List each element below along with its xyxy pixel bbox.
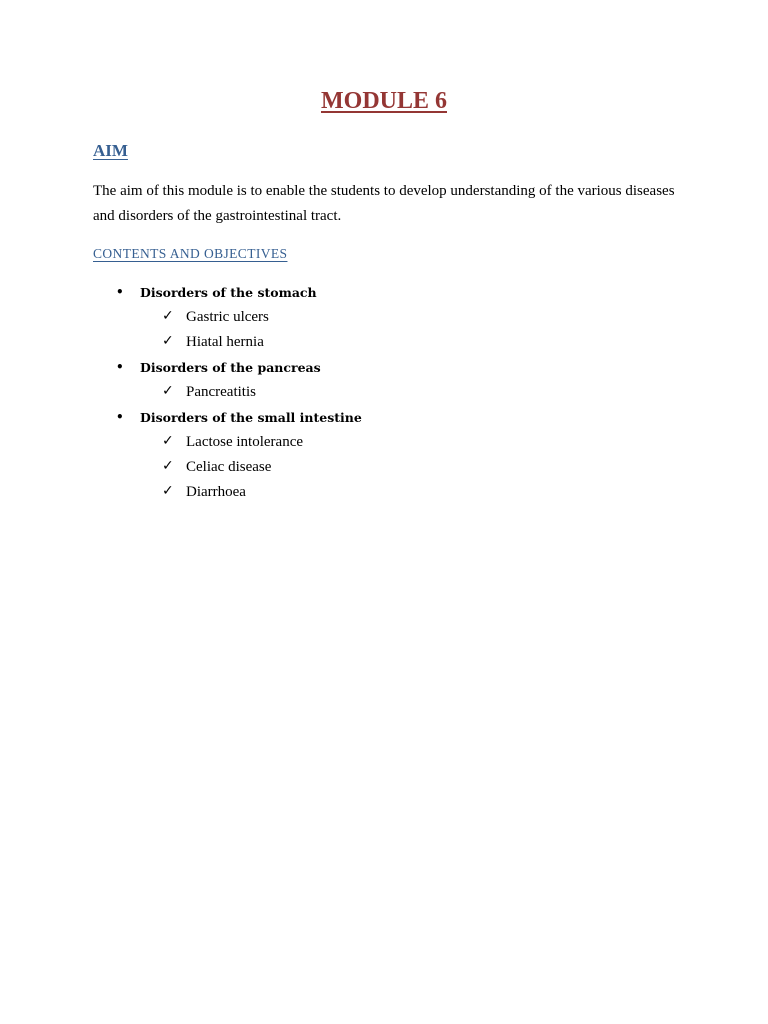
checkmark-icon: ✓ [162,483,174,499]
list-item-label: Hiatal hernia [186,334,264,350]
list-item-pancreatitis [0,380,768,405]
group-title-label: Disorders of the small intestine [140,410,362,425]
aim-heading: AIM [93,141,128,160]
group-title-stomach [0,280,768,305]
list-item-label: Lactose intolerance [186,434,304,450]
page-title [0,86,768,116]
page-title-text: MODULE 6 [321,88,447,114]
list-item-label: Celiac disease [186,459,272,475]
checkmark-icon: ✓ [162,308,174,324]
list-item-label: Pancreatitis [186,384,256,400]
list-item-diarrhoea [0,480,768,505]
bullet-icon: • [116,360,124,374]
bullet-icon: • [116,410,124,424]
list-item-gastric-ulcers [0,305,768,330]
bullet-icon: • [116,285,124,299]
contents-list [0,280,768,505]
list-item-hiatal-hernia [0,330,768,355]
checkmark-icon: ✓ [162,383,174,399]
group-title-pancreas [0,355,768,380]
group-title-label: Disorders of the pancreas [140,360,321,375]
list-item-label: Diarrhoea [186,484,246,500]
list-item-lactose-intolerance [0,430,768,455]
group-title-small-intestine [0,405,768,430]
checkmark-icon: ✓ [162,433,174,449]
checkmark-icon: ✓ [162,333,174,349]
checkmark-icon: ✓ [162,458,174,474]
group-title-label: Disorders of the stomach [140,285,317,300]
list-item-celiac-disease [0,455,768,480]
list-item-label: Gastric ulcers [186,309,269,325]
contents-heading: CONTENTS AND OBJECTIVES [93,246,288,261]
aim-paragraph: The aim of this module is to enable the students to develop understanding of the various diseases and disorders of the gastrointestinal tract. [93,183,675,224]
